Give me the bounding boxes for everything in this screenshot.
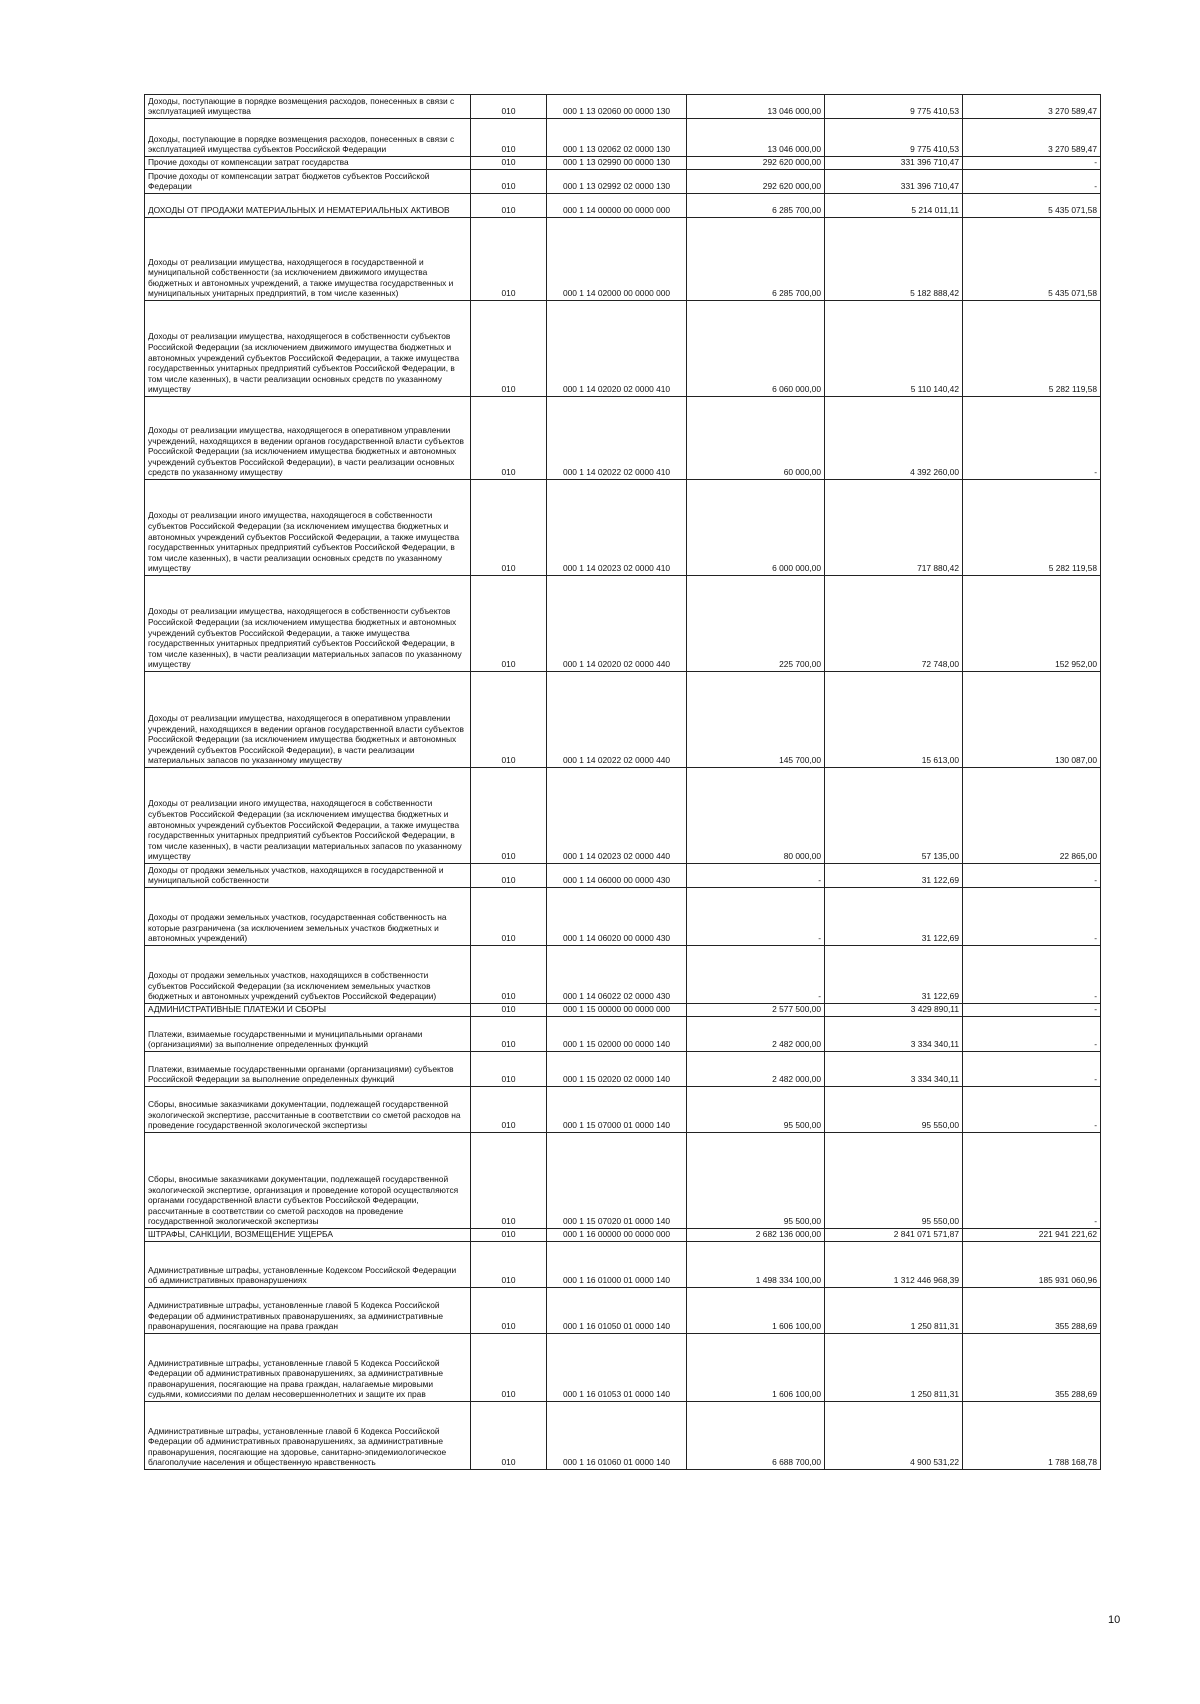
row-name-cell: Прочие доходы от компенсации затрат бюджетов субъектов Российской Федерации	[145, 170, 471, 194]
row-executed-cell: 5 214 011,11	[825, 194, 963, 218]
row-executed-cell: 1 250 811,31	[825, 1288, 963, 1334]
row-code-cell: 010	[471, 1052, 547, 1087]
row-name-cell: Административные штрафы, установленные Кодексом Российской Федерации об административных правонарушениях	[145, 1242, 471, 1288]
table-row	[145, 397, 1101, 480]
row-code-cell: 010	[471, 480, 547, 576]
row-code-cell: 010	[471, 397, 547, 480]
row-code-cell: 010	[471, 301, 547, 397]
row-approved-cell: 6 000 000,00	[687, 480, 825, 576]
row-approved-cell: 95 500,00	[687, 1133, 825, 1229]
row-name-cell: Административные штрафы, установленные главой 5 Кодекса Российской Федерации об административных правонарушениях, за административные правонарушения, посягающие на права граждан	[145, 1288, 471, 1334]
row-approved-cell: 60 000,00	[687, 397, 825, 480]
row-approved-cell: 6 060 000,00	[687, 301, 825, 397]
row-code-cell: 010	[471, 95, 547, 119]
row-approved-cell: -	[687, 888, 825, 946]
row-code-cell: 010	[471, 672, 547, 768]
row-executed-cell: 3 429 890,11	[825, 1004, 963, 1017]
row-approved-cell: 1 606 100,00	[687, 1334, 825, 1402]
row-unexecuted-cell: 22 865,00	[963, 768, 1101, 864]
table-row	[145, 194, 1101, 218]
row-code-cell: 010	[471, 1242, 547, 1288]
row-code-cell: 010	[471, 1334, 547, 1402]
row-kbk-cell: 000 1 14 00000 00 0000 000	[547, 194, 687, 218]
revenue-table	[144, 94, 1101, 1470]
row-unexecuted-cell: 5 435 071,58	[963, 218, 1101, 301]
table-row	[145, 95, 1101, 119]
row-kbk-cell: 000 1 14 02020 02 0000 440	[547, 576, 687, 672]
row-kbk-cell: 000 1 15 02020 02 0000 140	[547, 1052, 687, 1087]
row-name-cell: ДОХОДЫ ОТ ПРОДАЖИ МАТЕРИАЛЬНЫХ И НЕМАТЕРИАЛЬНЫХ АКТИВОВ	[145, 194, 471, 218]
row-executed-cell: 1 312 446 968,39	[825, 1242, 963, 1288]
table-row	[145, 864, 1101, 888]
row-approved-cell: 6 688 700,00	[687, 1402, 825, 1470]
row-approved-cell: 292 620 000,00	[687, 170, 825, 194]
row-approved-cell: 2 482 000,00	[687, 1017, 825, 1052]
row-kbk-cell: 000 1 14 02022 02 0000 440	[547, 672, 687, 768]
row-name-cell: Сборы, вносимые заказчиками документации, подлежащей государственной экологической экспертизе, организация и проведение которой осуществляются органами государственной власти субъектов Российской Федерации, рассчитанные в соответствии со сметой расходов на проведение государственной экологической экспертизы	[145, 1133, 471, 1229]
row-code-cell: 010	[471, 1288, 547, 1334]
row-name-cell: Доходы от реализации имущества, находящегося в собственности субъектов Российской Федерации (за исключением имущества бюджетных и автономных учреждений субъектов Российской Федерации, а также имущества государственных унитарных предприятий субъектов Российской Федерации, в том числе казенных), в части реализации материальных запасов по указанному имуществу	[145, 576, 471, 672]
row-unexecuted-cell: 130 087,00	[963, 672, 1101, 768]
revenue-table-body	[145, 95, 1101, 1470]
row-executed-cell: 331 396 710,47	[825, 170, 963, 194]
table-row	[145, 170, 1101, 194]
row-unexecuted-cell: -	[963, 170, 1101, 194]
row-code-cell: 010	[471, 1229, 547, 1242]
table-row	[145, 1004, 1101, 1017]
table-row	[145, 946, 1101, 1004]
row-executed-cell: 2 841 071 571,87	[825, 1229, 963, 1242]
row-code-cell: 010	[471, 946, 547, 1004]
row-kbk-cell: 000 1 13 02992 02 0000 130	[547, 170, 687, 194]
table-row	[145, 301, 1101, 397]
row-name-cell: Платежи, взимаемые государственными органами (организациями) субъектов Российской Федерации за выполнение определенных функций	[145, 1052, 471, 1087]
row-kbk-cell: 000 1 14 06022 02 0000 430	[547, 946, 687, 1004]
row-name-cell: Доходы, поступающие в порядке возмещения расходов, понесенных в связи с эксплуатацией имущества субъектов Российской Федерации	[145, 119, 471, 157]
row-executed-cell: 5 182 888,42	[825, 218, 963, 301]
row-kbk-cell: 000 1 16 01050 01 0000 140	[547, 1288, 687, 1334]
row-kbk-cell: 000 1 13 02990 00 0000 130	[547, 157, 687, 170]
row-kbk-cell: 000 1 15 02000 00 0000 140	[547, 1017, 687, 1052]
row-kbk-cell: 000 1 14 02023 02 0000 410	[547, 480, 687, 576]
row-kbk-cell: 000 1 13 02060 00 0000 130	[547, 95, 687, 119]
row-executed-cell: 57 135,00	[825, 768, 963, 864]
row-executed-cell: 331 396 710,47	[825, 157, 963, 170]
row-unexecuted-cell: -	[963, 864, 1101, 888]
row-unexecuted-cell: -	[963, 1052, 1101, 1087]
table-row	[145, 1052, 1101, 1087]
row-kbk-cell: 000 1 14 06000 00 0000 430	[547, 864, 687, 888]
row-code-cell: 010	[471, 170, 547, 194]
table-row	[145, 1242, 1101, 1288]
row-kbk-cell: 000 1 16 01060 01 0000 140	[547, 1402, 687, 1470]
row-executed-cell: 4 900 531,22	[825, 1402, 963, 1470]
row-kbk-cell: 000 1 14 02000 00 0000 000	[547, 218, 687, 301]
table-row	[145, 768, 1101, 864]
row-unexecuted-cell: 355 288,69	[963, 1288, 1101, 1334]
row-unexecuted-cell: -	[963, 1017, 1101, 1052]
row-approved-cell: 145 700,00	[687, 672, 825, 768]
row-executed-cell: 1 250 811,31	[825, 1334, 963, 1402]
row-unexecuted-cell: 221 941 221,62	[963, 1229, 1101, 1242]
row-unexecuted-cell: 185 931 060,96	[963, 1242, 1101, 1288]
row-kbk-cell: 000 1 15 07000 01 0000 140	[547, 1087, 687, 1133]
table-row	[145, 157, 1101, 170]
row-approved-cell: 1 498 334 100,00	[687, 1242, 825, 1288]
row-executed-cell: 95 550,00	[825, 1133, 963, 1229]
row-unexecuted-cell: 5 282 119,58	[963, 301, 1101, 397]
row-code-cell: 010	[471, 1017, 547, 1052]
row-executed-cell: 717 880,42	[825, 480, 963, 576]
row-unexecuted-cell: -	[963, 888, 1101, 946]
row-code-cell: 010	[471, 576, 547, 672]
page-number: 10	[1108, 1614, 1121, 1626]
row-executed-cell: 4 392 260,00	[825, 397, 963, 480]
row-kbk-cell: 000 1 14 02023 02 0000 440	[547, 768, 687, 864]
row-name-cell: Платежи, взимаемые государственными и муниципальными органами (организациями) за выполнение определенных функций	[145, 1017, 471, 1052]
table-row	[145, 1402, 1101, 1470]
table-row	[145, 576, 1101, 672]
row-approved-cell: 95 500,00	[687, 1087, 825, 1133]
row-unexecuted-cell: 5 282 119,58	[963, 480, 1101, 576]
row-approved-cell: 13 046 000,00	[687, 119, 825, 157]
row-name-cell: Доходы от реализации иного имущества, находящегося в собственности субъектов Российской Федерации (за исключением имущества бюджетных и автономных учреждений субъектов Российской Федерации, а также имущества государственных унитарных предприятий субъектов Российской Федерации, в том числе казенных), в части реализации материальных запасов по указанному имуществу	[145, 768, 471, 864]
row-name-cell: Доходы от реализации имущества, находящегося в оперативном управлении учреждений, находящихся в ведении органов государственной власти субъектов Российской Федерации (за исключением имущества бюджетных и автономных учреждений субъектов Российской Федерации), в части реализации основных средств по указанному имуществу	[145, 397, 471, 480]
row-executed-cell: 95 550,00	[825, 1087, 963, 1133]
row-executed-cell: 9 775 410,53	[825, 95, 963, 119]
row-name-cell: АДМИНИСТРАТИВНЫЕ ПЛАТЕЖИ И СБОРЫ	[145, 1004, 471, 1017]
table-row	[145, 218, 1101, 301]
row-code-cell: 010	[471, 864, 547, 888]
row-code-cell: 010	[471, 1087, 547, 1133]
row-kbk-cell: 000 1 14 02022 02 0000 410	[547, 397, 687, 480]
row-approved-cell: 1 606 100,00	[687, 1288, 825, 1334]
row-unexecuted-cell: 355 288,69	[963, 1334, 1101, 1402]
row-approved-cell: -	[687, 946, 825, 1004]
row-name-cell: Доходы от реализации имущества, находящегося в государственной и муниципальной собственности (за исключением движимого имущества бюджетных и автономных учреждений, а также имущества государственных и муниципальных унитарных предприятий, в том числе казенных)	[145, 218, 471, 301]
row-executed-cell: 3 334 340,11	[825, 1052, 963, 1087]
row-approved-cell: 2 482 000,00	[687, 1052, 825, 1087]
row-kbk-cell: 000 1 16 01053 01 0000 140	[547, 1334, 687, 1402]
row-kbk-cell: 000 1 16 01000 01 0000 140	[547, 1242, 687, 1288]
row-approved-cell: 80 000,00	[687, 768, 825, 864]
table-row	[145, 119, 1101, 157]
row-unexecuted-cell: -	[963, 946, 1101, 1004]
row-name-cell: Сборы, вносимые заказчиками документации, подлежащей государственной экологической экспертизе, рассчитанные в соответствии со сметой расходов на проведение государственной экологической экспертизы	[145, 1087, 471, 1133]
row-unexecuted-cell: -	[963, 397, 1101, 480]
row-executed-cell: 72 748,00	[825, 576, 963, 672]
row-unexecuted-cell: 3 270 589,47	[963, 119, 1101, 157]
row-name-cell: Доходы от реализации имущества, находящегося в оперативном управлении учреждений, находящихся в ведении органов государственной власти субъектов Российской Федерации (за исключением имущества бюджетных и автономных учреждений субъектов Российской Федерации), в части реализации материальных запасов по указанному имуществу	[145, 672, 471, 768]
row-name-cell: Административные штрафы, установленные главой 6 Кодекса Российской Федерации об административных правонарушениях, за административные правонарушения, посягающие на здоровье, санитарно-эпидемиологическое благополучие населения и общественную нравственность	[145, 1402, 471, 1470]
table-row	[145, 1087, 1101, 1133]
row-name-cell: ШТРАФЫ, САНКЦИИ, ВОЗМЕЩЕНИЕ УЩЕРБА	[145, 1229, 471, 1242]
row-executed-cell: 3 334 340,11	[825, 1017, 963, 1052]
row-approved-cell: 13 046 000,00	[687, 95, 825, 119]
row-code-cell: 010	[471, 119, 547, 157]
table-row	[145, 480, 1101, 576]
row-name-cell: Доходы, поступающие в порядке возмещения расходов, понесенных в связи с эксплуатацией имущества	[145, 95, 471, 119]
row-kbk-cell: 000 1 15 00000 00 0000 000	[547, 1004, 687, 1017]
table-row	[145, 672, 1101, 768]
row-kbk-cell: 000 1 15 07020 01 0000 140	[547, 1133, 687, 1229]
row-unexecuted-cell: -	[963, 1004, 1101, 1017]
row-name-cell: Доходы от реализации иного имущества, находящегося в собственности субъектов Российской Федерации (за исключением имущества бюджетных и автономных учреждений субъектов Российской Федерации, а также имущества государственных унитарных предприятий субъектов Российской Федерации, в том числе казенных), в части реализации основных средств по указанному имуществу	[145, 480, 471, 576]
row-unexecuted-cell: -	[963, 1087, 1101, 1133]
table-row	[145, 1133, 1101, 1229]
row-code-cell: 010	[471, 1133, 547, 1229]
row-code-cell: 010	[471, 888, 547, 946]
row-name-cell: Доходы от продажи земельных участков, государственная собственность на которые разграничена (за исключением земельных участков бюджетных и автономных учреждений)	[145, 888, 471, 946]
row-unexecuted-cell: -	[963, 1133, 1101, 1229]
row-approved-cell: 6 285 700,00	[687, 194, 825, 218]
row-code-cell: 010	[471, 1004, 547, 1017]
row-approved-cell: 292 620 000,00	[687, 157, 825, 170]
row-code-cell: 010	[471, 194, 547, 218]
table-row	[145, 1017, 1101, 1052]
row-approved-cell: 2 577 500,00	[687, 1004, 825, 1017]
row-executed-cell: 15 613,00	[825, 672, 963, 768]
row-executed-cell: 31 122,69	[825, 946, 963, 1004]
row-approved-cell: 2 682 136 000,00	[687, 1229, 825, 1242]
row-kbk-cell: 000 1 16 00000 00 0000 000	[547, 1229, 687, 1242]
row-code-cell: 010	[471, 1402, 547, 1470]
row-name-cell: Доходы от продажи земельных участков, находящихся в государственной и муниципальной собственности	[145, 864, 471, 888]
row-kbk-cell: 000 1 13 02062 02 0000 130	[547, 119, 687, 157]
row-unexecuted-cell: 3 270 589,47	[963, 95, 1101, 119]
row-executed-cell: 9 775 410,53	[825, 119, 963, 157]
row-code-cell: 010	[471, 218, 547, 301]
row-unexecuted-cell: -	[963, 157, 1101, 170]
table-row	[145, 1288, 1101, 1334]
row-kbk-cell: 000 1 14 06020 00 0000 430	[547, 888, 687, 946]
row-approved-cell: 6 285 700,00	[687, 218, 825, 301]
row-unexecuted-cell: 5 435 071,58	[963, 194, 1101, 218]
table-row	[145, 1334, 1101, 1402]
row-code-cell: 010	[471, 768, 547, 864]
row-name-cell: Доходы от реализации имущества, находящегося в собственности субъектов Российской Федерации (за исключением движимого имущества бюджетных и автономных учреждений субъектов Российской Федерации, а также имущества государственных унитарных предприятий субъектов Российской Федерации, в том числе казенных), в части реализации основных средств по указанному имуществу	[145, 301, 471, 397]
row-name-cell: Прочие доходы от компенсации затрат государства	[145, 157, 471, 170]
row-unexecuted-cell: 1 788 168,78	[963, 1402, 1101, 1470]
table-row	[145, 888, 1101, 946]
row-executed-cell: 5 110 140,42	[825, 301, 963, 397]
row-executed-cell: 31 122,69	[825, 864, 963, 888]
row-name-cell: Доходы от продажи земельных участков, находящихся в собственности субъектов Российской Федерации (за исключением земельных участков бюджетных и автономных учреждений субъектов Российской Федерации)	[145, 946, 471, 1004]
row-unexecuted-cell: 152 952,00	[963, 576, 1101, 672]
row-approved-cell: -	[687, 864, 825, 888]
row-executed-cell: 31 122,69	[825, 888, 963, 946]
table-row	[145, 1229, 1101, 1242]
row-name-cell: Административные штрафы, установленные главой 5 Кодекса Российской Федерации об административных правонарушениях, за административные правонарушения, посягающие на права граждан, налагаемые мировыми судьями, комиссиями по делам несовершеннолетних и защите их прав	[145, 1334, 471, 1402]
row-kbk-cell: 000 1 14 02020 02 0000 410	[547, 301, 687, 397]
row-approved-cell: 225 700,00	[687, 576, 825, 672]
row-code-cell: 010	[471, 157, 547, 170]
